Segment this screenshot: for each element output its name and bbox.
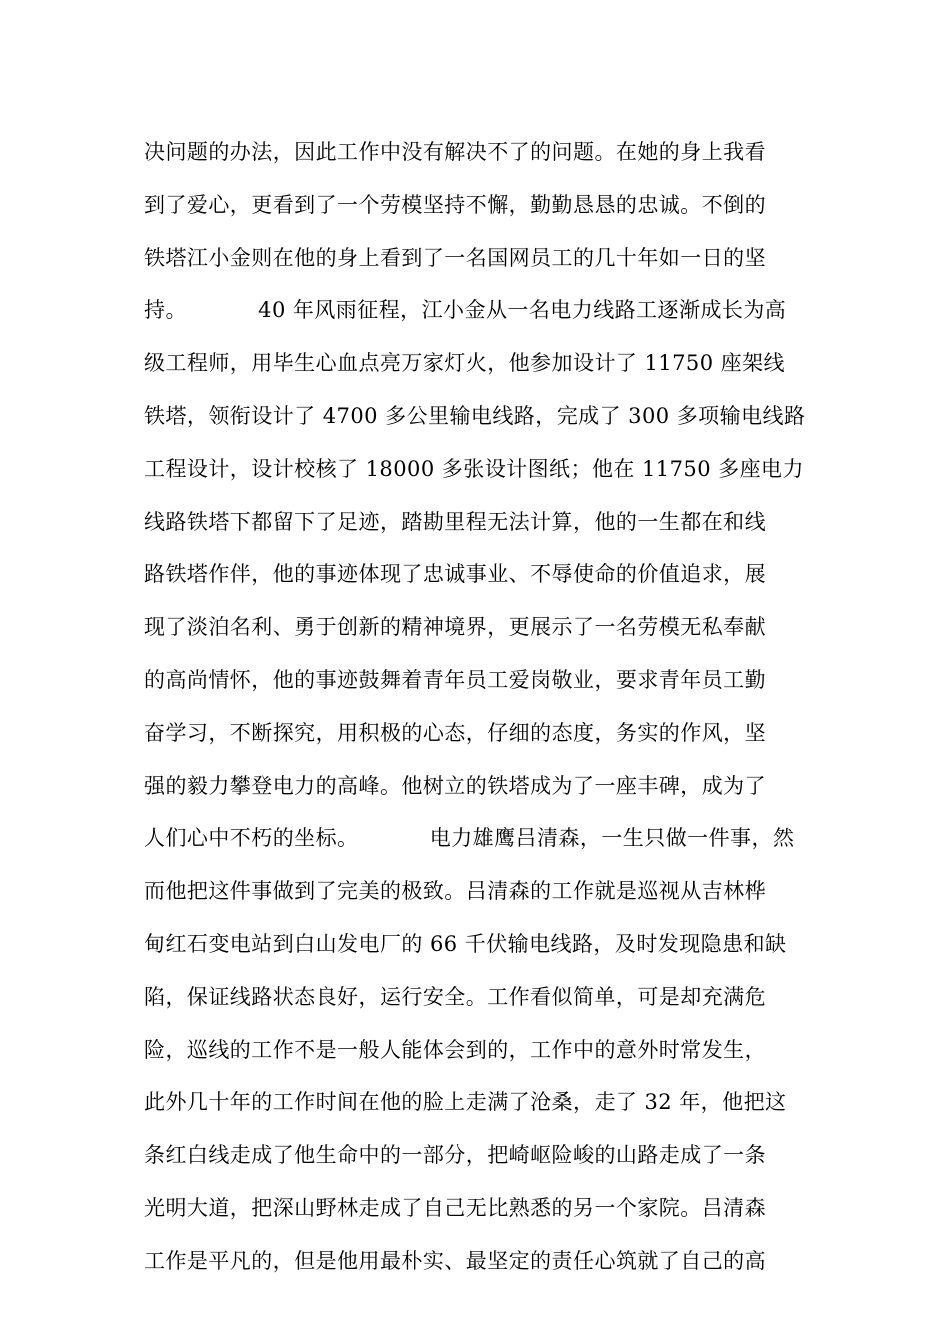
text-line: 线路铁塔下都留下了足迹，踏勘里程无法计算，他的一生都在和线 [144,509,767,534]
text-line: 人们心中不朽的坐标。 电力雄鹰吕清森，一生只做一件事，然 [144,826,795,851]
text-line: 光明大道，把深山野林走成了自己无比熟悉的另一个家院。吕清森 [144,1195,767,1220]
text-line: 工程设计，设计校核了 18000 多张设计图纸；他在 11750 多座电力 [144,456,804,481]
text-line: 现了淡泊名利、勇于创新的精神境界，更展示了一名劳模无私奉献 [144,615,767,640]
text-line: 陷，保证线路状态良好，运行安全。工作看似简单，可是却充满危 [144,984,767,1009]
text-line: 此外几十年的工作时间在他的脸上走满了沧桑，走了 32 年，他把这 [144,1090,787,1115]
text-line: 险，巡线的工作不是一般人能体会到的，工作中的意外时常发生， [144,1037,767,1062]
text-line: 条红白线走成了他生命中的一部分，把崎岖险峻的山路走成了一条 [144,1143,767,1168]
text-line: 铁塔江小金则在他的身上看到了一名国网员工的几十年如一日的坚 [144,245,767,270]
text-line: 强的毅力攀登电力的高峰。他树立的铁塔成为了一座丰碑，成为了 [144,773,767,798]
text-line: 工作是平凡的，但是他用最朴实、最坚定的责任心筑就了自己的高 [144,1248,767,1273]
text-line: 甸红石变电站到白山发电厂的 66 千伏输电线路，及时发现隐患和缺 [144,931,787,956]
text-line: 的高尚情怀，他的事迹鼓舞着青年员工爱岗敬业，要求青年员工勤 [144,667,767,692]
text-line: 奋学习，不断探究，用积极的心态，仔细的态度，务实的作风，坚 [144,720,767,745]
text-line: 而他把这件事做到了完美的极致。吕清森的工作就是巡视从吉林桦 [144,879,767,904]
text-line: 决问题的办法，因此工作中没有解决不了的问题。在她的身上我看 [144,140,767,164]
text-line: 铁塔，领衔设计了 4700 多公里输电线路，完成了 300 多项输电线路 [144,403,806,428]
text-line: 到了爱心，更看到了一个劳模坚持不懈，勤勤恳恳的忠诚。不倒的 [144,192,767,217]
text-line: 级工程师，用毕生心血点亮万家灯火，他参加设计了 11750 座架线 [144,351,786,376]
text-line: 持。 40 年风雨征程，江小金从一名电力线路工逐渐成长为高 [144,298,787,323]
body-text [144,132,824,1294]
text-line: 路铁塔作伴，他的事迹体现了忠诚事业、不辱使命的价值追求，展 [144,562,767,587]
